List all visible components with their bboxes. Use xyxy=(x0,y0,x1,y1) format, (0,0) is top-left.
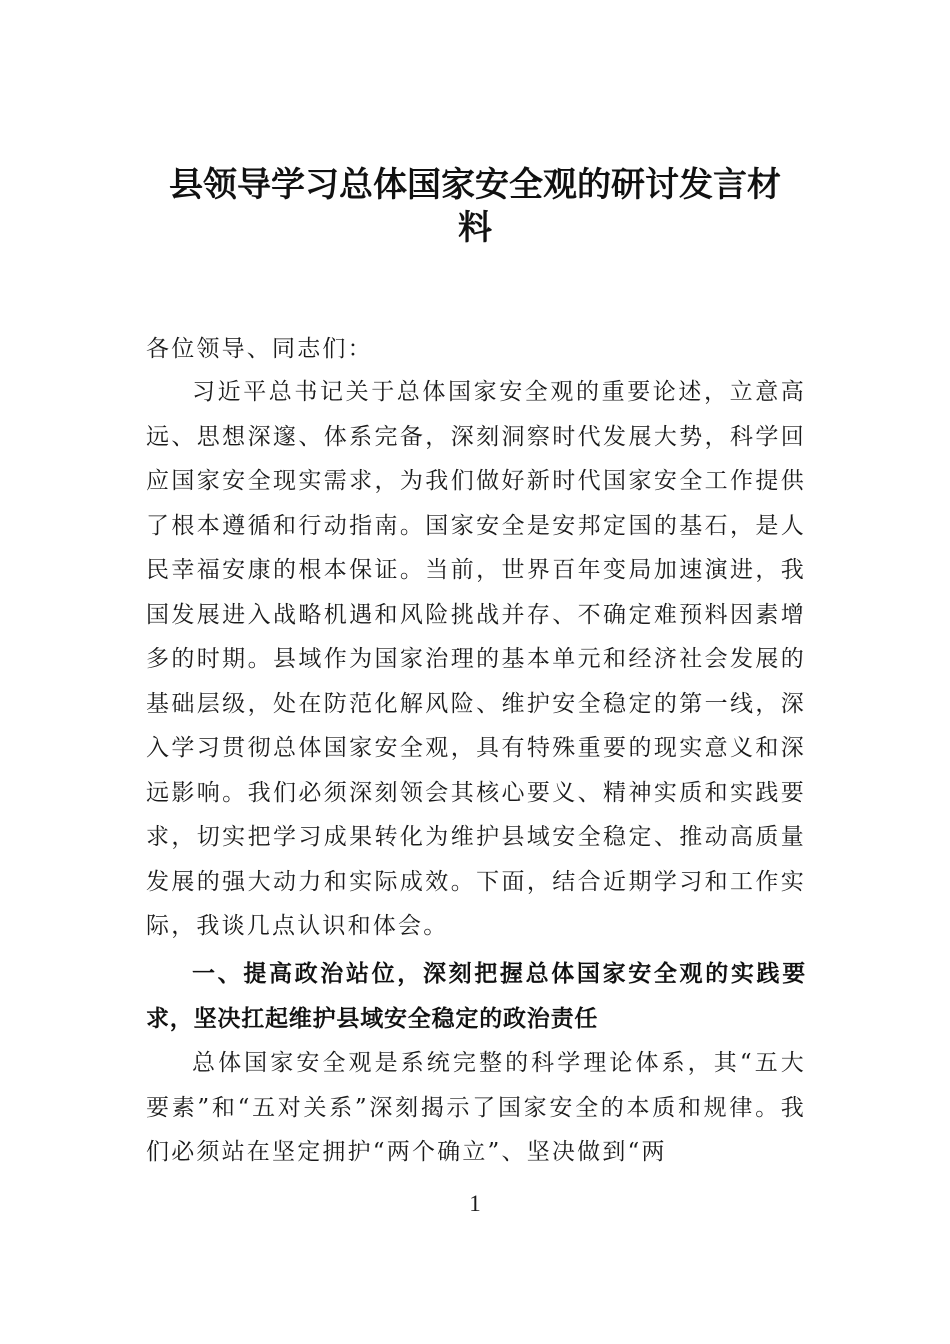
document-title-line2: 料 xyxy=(458,208,492,248)
paragraph-intro: 习近平总书记关于总体国家安全观的重要论述，立意高远、思想深邃、体系完备，深刻洞察时代发展大势，科学回应国家安全现实需求，为我们做好新时代国家安全工作提供了根本遵循和行动指南。国家安全是安邦定国的基石，是人民幸福安康的根本保证。当前，世界百年变局加速演进，我国发展进入战略机遇和风险挑战并存、不确定难预料因素增多的时期。县域作为国家治理的基本单元和经济社会发展的基础层级，处在防范化解风险、维护安全稳定的第一线，深入学习贯彻总体国家安全观，具有特殊重要的现实意义和深远影响。我们必须深刻领会其核心要义、精神实质和实践要求，切实把学习成果转化为维护县域安全稳定、推动高质量发展的强大动力和实际成效。下面，结合近期学习和工作实际，我谈几点认识和体会。 xyxy=(146,379,806,939)
salutation: 各位领导、同志们： xyxy=(146,336,373,362)
document-title-line1: 县领导学习总体国家安全观的研讨发言材 xyxy=(169,165,781,205)
paragraph-section-1: 总体国家安全观是系统完整的科学理论体系，其“五大要素”和“五对关系”深刻揭示了国家安全的本质和规律。我们必须站在坚定拥护“两个确立”、坚决做到“两 xyxy=(146,1050,806,1165)
page-number: 1 xyxy=(469,1191,481,1216)
section-heading-1: 一、提高政治站位，深刻把握总体国家安全观的实践要求，坚决扛起维护县域安全稳定的政治责任 xyxy=(146,961,806,1032)
